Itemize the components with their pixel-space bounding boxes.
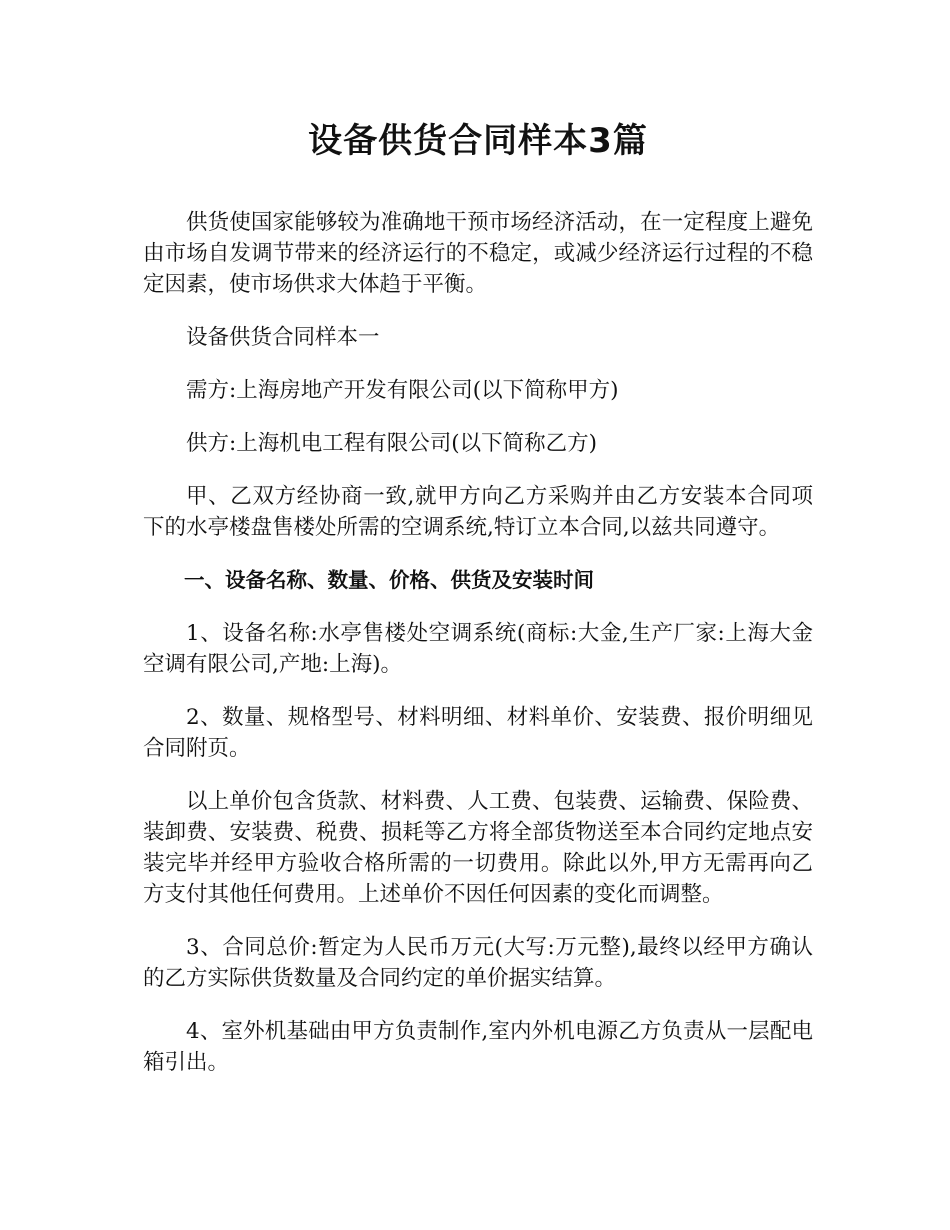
clause-4: 4、室外机基础由甲方负责制作,室内外机电源乙方负责从一层配电箱引出。: [143, 1019, 813, 1075]
clause-1: 1、设备名称:水亭售楼处空调系统(商标:大金,生产厂家:上海大金空调有限公司,产地:上海)。: [143, 621, 813, 677]
supplier-line: 供方:上海机电工程有限公司(以下简称乙方): [186, 431, 598, 456]
agreement-paragraph: 甲、乙双方经协商一致,就甲方向乙方采购并由乙方安装本合同项下的水亭楼盘售楼处所需的空调系统,特订立本合同,以兹共同遵守。: [143, 484, 813, 540]
buyer-line: 需方:上海房地产开发有限公司(以下简称甲方): [186, 378, 619, 403]
document-title: 设备供货合同样本3篇: [308, 121, 648, 161]
intro-paragraph: 供货使国家能够较为准确地干预市场经济活动，在一定程度上避免由市场自发调节带来的经济运行的不稳定，或减少经济运行过程的不稳定因素，使市场供求大体趋于平衡。: [143, 210, 813, 297]
clause-2: 2、数量、规格型号、材料明细、材料单价、安装费、报价明细见合同附页。: [143, 705, 813, 761]
clause-3: 3、合同总价:暂定为人民币万元(大写:万元整),最终以经甲方确认的乙方实际供货数量及合同约定的单价据实结算。: [143, 935, 813, 991]
section-heading: 一、设备名称、数量、价格、供货及安装时间: [184, 568, 594, 592]
sample-heading: 设备供货合同样本一: [186, 325, 380, 350]
document-page: [143, 115, 813, 1100]
price-inclusion-paragraph: 以上单价包含货款、材料费、人工费、包装费、运输费、保险费、装卸费、安装费、税费、损耗等乙方将全部货物送至本合同约定地点安装完毕并经甲方验收合格所需的一切费用。除此以外,甲方无需再向乙方支付其他任何费用。上述单价不因任何因素的变化而调整。: [143, 789, 813, 907]
